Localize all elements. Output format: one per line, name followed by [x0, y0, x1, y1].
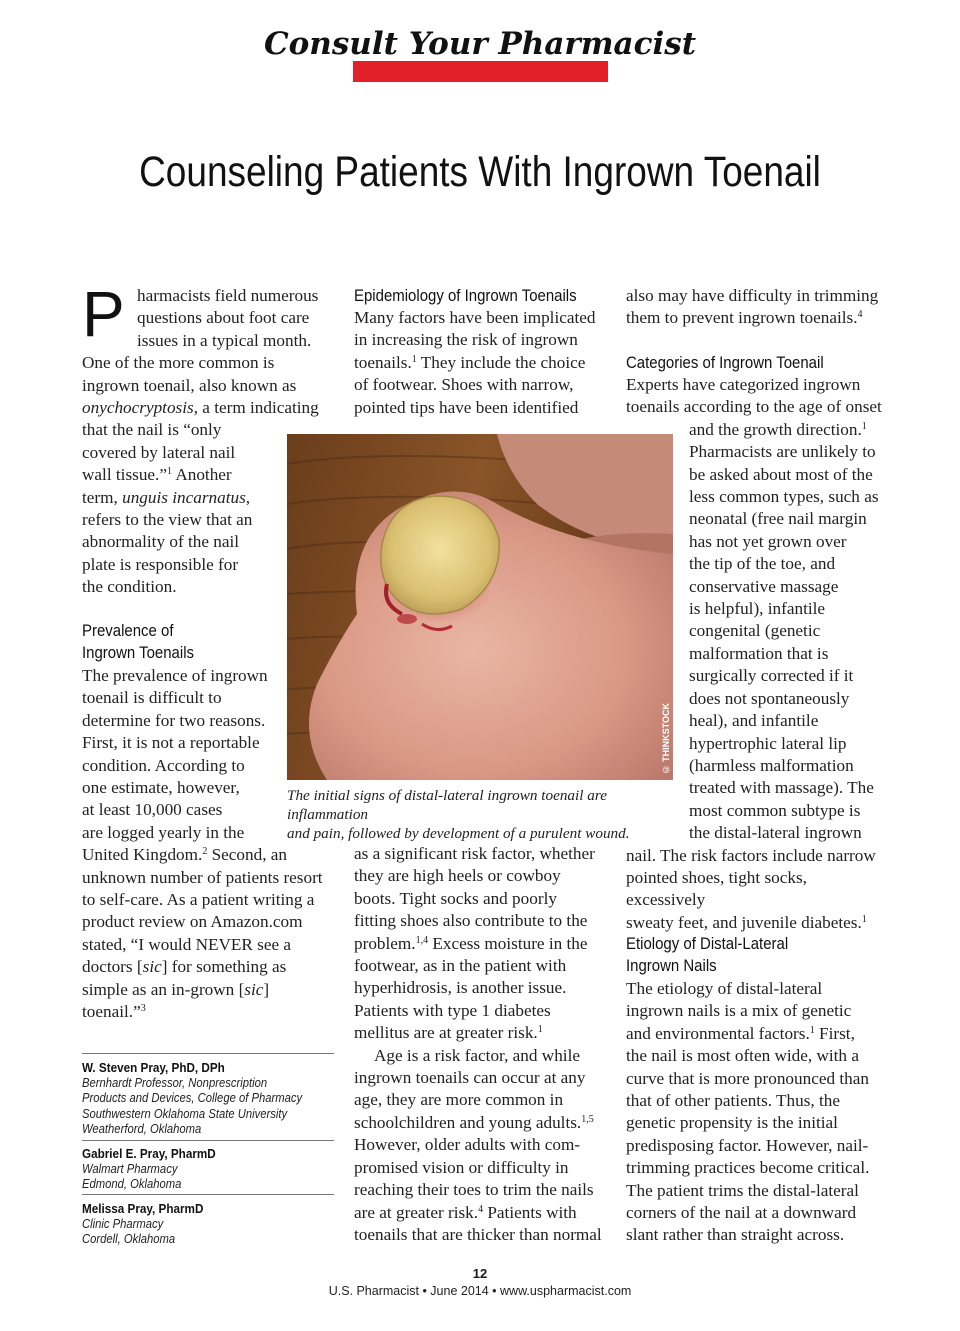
series-title: Consult Your Pharmacist — [263, 26, 697, 62]
page-number: 12 — [472, 1266, 488, 1281]
author-divider — [82, 1140, 334, 1141]
author-name: Gabriel E. Pray, PharmD — [82, 1146, 216, 1161]
author-name: Melissa Pray, PharmD — [82, 1201, 204, 1216]
author-divider — [82, 1194, 334, 1195]
author-block-3: Melissa Pray, PharmD Clinic Pharmacy Cordell, Oklahoma — [82, 1201, 204, 1246]
author-name: W. Steven Pray, PhD, DPh — [82, 1060, 225, 1075]
etiology-paragraph: The etiology of distal-lateral ingrown nails is a mix of genetic and environmental factors.$^1$ First, the nail is most often wide, with a curve that is more pronounced than that of other patients. Thus, the genetic propensity is the initial predisposing factor. However, nail- trimming practices become critical. The patient trims the distal-lateral corners of the nail at a downward slant rather than straight across. — [626, 979, 870, 1245]
photo-credit: © THINKSTOCK — [661, 702, 671, 774]
publication-footer: U.S. Pharmacist • June 2014 • www.uspharmacist.com — [328, 1284, 632, 1298]
drop-cap: P — [82, 278, 125, 350]
column3-continuation: also may have difficulty in trimming them to prevent ingrown toenails.$^4$ — [626, 286, 879, 328]
epidemiology-heading: Epidemiology of Ingrown Toenails — [354, 286, 577, 305]
author-divider — [82, 1053, 334, 1054]
prevalence-paragraph: The prevalence of ingrown toenail is difficult to determine for two reasons. First, it is not a reportable condition. According to one estimate, however, at least 10,000 cases are logged yearly in the United Kingdom.$^2$ Second, an unknown number of patients resort to self-care. As a patient writing a product review on Amazon.com stated, “I would NEVER see a doctors [sic] for something as simple as an in-grown [sic] toenail.”$^3$ — [82, 666, 323, 1022]
intro-paragraph: harmacists field numerous questions about foot care issues in a typical month. One of the more common is ingrown toenail, also known as onychocryptosis, a term indicating that the nail is “only covered by lateral nail wall tissue.”$^1$ Another term, unguis incarnatus, refers to the view that an abnormality of the nail plate is responsible for the condition. — [82, 286, 319, 597]
prevalence-heading: Prevalence of Ingrown Toenails — [82, 621, 195, 663]
article-title: Counseling Patients With Ingrown Toenail — [139, 148, 821, 196]
author-block-1: W. Steven Pray, PhD, DPh Bernhardt Professor, Nonprescription Products and Devices, College of Pharmacy Southwestern Oklahoma State University Weatherford, Oklahoma — [82, 1060, 303, 1136]
toenail-photo — [287, 434, 673, 780]
categories-heading: Categories of Ingrown Toenail — [626, 353, 824, 372]
author-block-2: Gabriel E. Pray, PharmD Walmart Pharmacy Edmond, Oklahoma — [82, 1146, 216, 1191]
etiology-heading: Etiology of Distal-Lateral Ingrown Nails — [626, 934, 789, 976]
figure-caption: The initial signs of distal-lateral ingrown toenail are inflammation and pain, followed by development of a purulent wound. — [287, 787, 630, 842]
epidemiology-paragraph-top: Many factors have been implicated in increasing the risk of ingrown toenails.$^1$ They include the choice of footwear. Shoes with narrow, pointed tips have been identified — [354, 308, 596, 417]
epidemiology-paragraph-bottom: as a significant risk factor, whether they are high heels or cowboy boots. Tight socks and poorly fitting shoes also contribute to the problem.$^{1,4}$ Excess moisture in the footwear, as in the patient with hyperhidrosis, is another issue. Patients with type 1 diabetes mellitus are at greater risk.$^1$ Age is a risk factor, and while ingrown toenails can occur at any age, they are more common in schoolchildren and young adults.$^{1,5}$ However, older adults with com- promised vision or difficulty in reaching their toes to trim the nails are at greater risk.$^4$ Patients with toenails that are thicker than normal — [354, 844, 602, 1244]
categories-paragraph: Experts have categorized ingrown toenails according to the age of onset and the growth direction.$^1$ Pharmacists are unlikely to be asked about most of the less common types, such as neonatal (free nail margin has not yet grown over the tip of the toe, and conservative massage is helpful), infantile congenital (genetic malformation that is surgically corrected if it does not spontaneously heal), and infantile hypertrophic lateral lip (harmless malformation treated with massage). The most common subtype is the distal-lateral ingrown nail. The risk factors include narrow pointed shoes, tight socks, excessively sweaty feet, and juvenile diabetes.$^1$ — [626, 375, 882, 932]
series-accent-bar — [353, 61, 608, 82]
